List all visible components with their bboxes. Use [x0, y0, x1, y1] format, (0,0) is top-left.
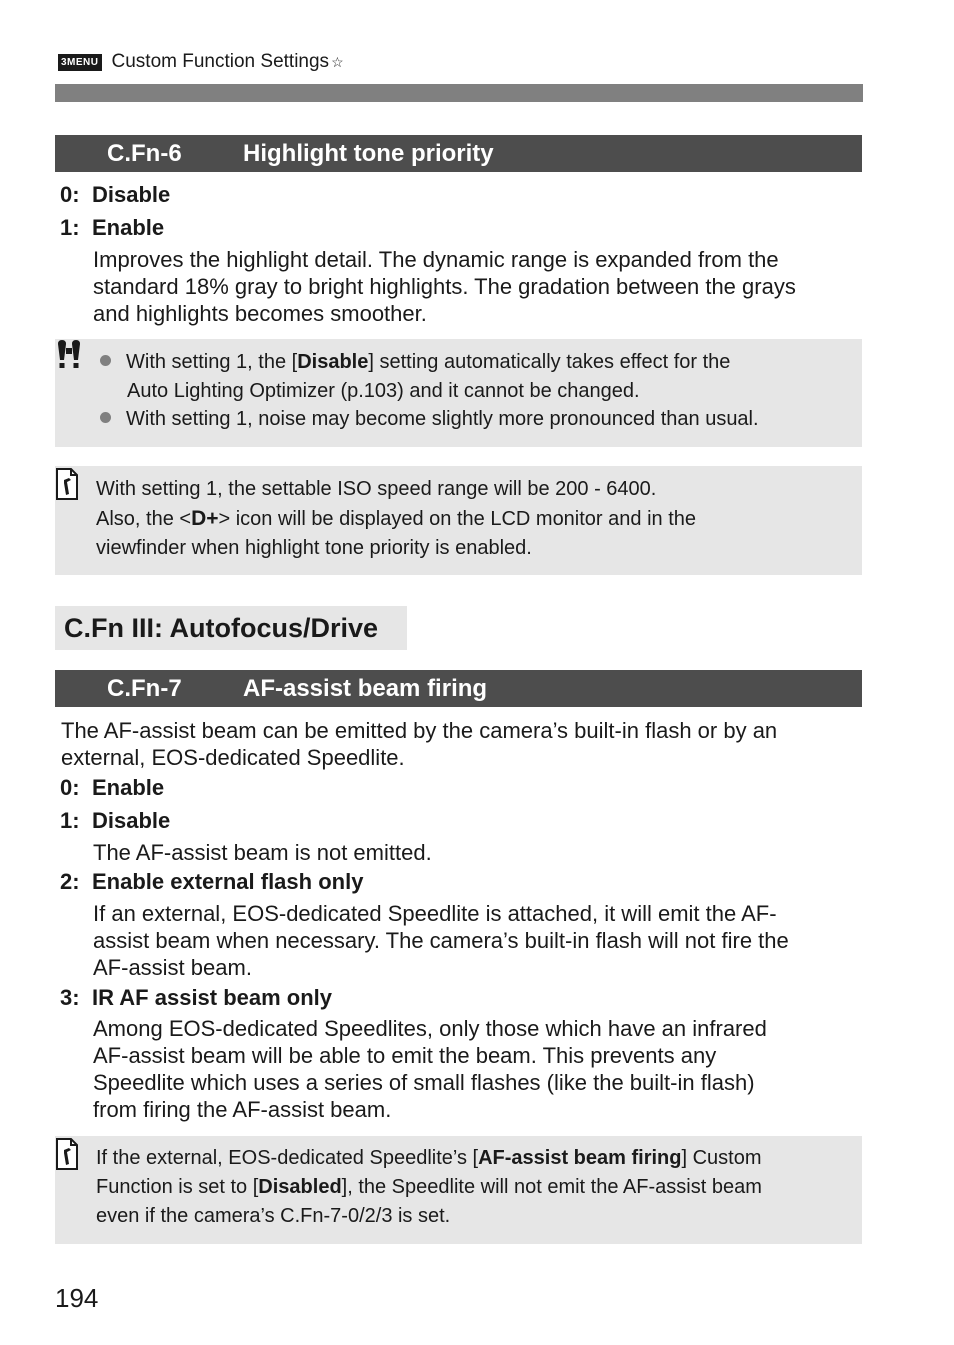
option-number: 1: — [60, 808, 80, 833]
option-number: 3: — [60, 985, 80, 1010]
note-text-segment: Also, the < — [96, 508, 192, 530]
note-text-segment: > icon will be displayed on the LCD monitor and in the — [218, 508, 696, 530]
bullet-text: With setting 1, the [ — [126, 351, 298, 373]
cfn6-option-1 — [60, 215, 164, 241]
note-text-segment: ] Custom — [681, 1147, 762, 1169]
desc-line: If an external, EOS-dedicated Speedlite is attached, it will emit the AF- — [93, 901, 777, 926]
cfn7-option-3 — [60, 985, 332, 1011]
option-label: Enable — [92, 775, 165, 800]
note-text-segment: If the external, EOS-dedicated Speedlite’s [ — [96, 1147, 479, 1169]
desc-line: AF-assist beam will be able to emit the beam. This prevents any — [93, 1043, 717, 1068]
note-text-segment: Function is set to [ — [96, 1176, 259, 1198]
d-plus-icon: D+ — [191, 507, 219, 530]
desc-line: Among EOS-dedicated Speedlites, only those which have an infrared — [93, 1016, 767, 1041]
note-line: With setting 1, the settable ISO speed range will be 200 - 6400. — [96, 478, 657, 500]
page-number: 194 — [55, 1283, 99, 1313]
note-icon — [56, 1138, 78, 1170]
section-title: C.Fn III: Autofocus/Drive — [64, 612, 379, 643]
caution-bullet-1-line2: Auto Lighting Optimizer (p.103) and it cannot be changed. — [127, 380, 640, 402]
cfn7-option-0 — [60, 775, 164, 801]
cfn7-intro — [61, 717, 861, 771]
bullet-text: With setting 1, noise may become slightly more pronounced than usual. — [126, 408, 759, 430]
desc-line: standard 18% gray to bright highlights. The gradation between the grays — [93, 274, 796, 299]
header-title: Custom Function Settings — [111, 51, 330, 72]
cfn7-option-3-desc — [93, 1015, 863, 1123]
note-bold: Disabled — [258, 1176, 342, 1198]
option-label: Disable — [92, 182, 171, 207]
star-icon: ☆ — [331, 53, 344, 70]
option-number: 2: — [60, 869, 80, 894]
desc-line: Improves the highlight detail. The dynamic range is expanded from the — [93, 247, 779, 272]
bullet-bold: Disable — [297, 351, 369, 373]
desc-line: and highlights becomes smoother. — [93, 301, 427, 326]
note-line: even if the camera’s C.Fn-7-0/2/3 is set. — [96, 1205, 451, 1227]
option-number: 0: — [60, 182, 80, 207]
option-label: Enable external flash only — [92, 869, 364, 894]
desc-line: assist beam when necessary. The camera’s built-in flash will not fire the — [93, 928, 789, 953]
option-label: IR AF assist beam only — [92, 985, 333, 1010]
option-number: 1: — [60, 215, 80, 240]
option-number: 0: — [60, 775, 80, 800]
cfn7-title: AF-assist beam firing — [243, 674, 488, 702]
desc-line: Speedlite which uses a series of small flashes (like the built-in flash) — [93, 1070, 755, 1095]
note-1-text — [96, 475, 846, 563]
note-line — [96, 1173, 846, 1202]
cfn6-title: Highlight tone priority — [243, 139, 494, 167]
header-rule — [55, 84, 863, 102]
caution-bullet-2 — [100, 405, 759, 434]
note-line: viewfinder when highlight tone priority is enabled. — [96, 537, 532, 559]
note-line — [96, 1144, 846, 1173]
note-icon — [56, 468, 78, 500]
option-label: Disable — [92, 808, 171, 833]
bullet-icon — [100, 412, 111, 423]
desc-line: from firing the AF-assist beam. — [93, 1097, 392, 1122]
section-heading — [55, 606, 407, 650]
cfn7-option-1-desc: The AF-assist beam is not emitted. — [93, 840, 432, 865]
note-2-text — [96, 1144, 846, 1231]
note-bold: AF-assist beam firing — [478, 1147, 682, 1169]
cfn6-code: C.Fn-6 — [107, 139, 182, 167]
note-text-segment: ], the Speedlite will not emit the AF-assist beam — [341, 1176, 762, 1198]
cfn6-title-bar — [55, 135, 862, 172]
note-line — [96, 504, 846, 534]
desc-line: AF-assist beam. — [93, 955, 252, 980]
option-label: Enable — [92, 215, 165, 240]
menu-icon: 3MENU — [58, 54, 102, 71]
cfn7-option-2 — [60, 869, 363, 895]
cfn6-option-0 — [60, 182, 170, 208]
cfn7-title-bar — [55, 670, 862, 707]
intro-line: external, EOS-dedicated Speedlite. — [61, 745, 405, 770]
cfn7-option-1 — [60, 808, 170, 834]
running-header — [58, 48, 344, 76]
cfn7-code: C.Fn-7 — [107, 674, 182, 702]
caution-bullet-1 — [100, 348, 730, 377]
intro-line: The AF-assist beam can be emitted by the camera’s built-in flash or by an — [61, 718, 778, 743]
caution-icon — [55, 340, 83, 370]
cfn7-option-2-desc — [93, 900, 863, 981]
bullet-text: ] setting automatically takes effect for the — [368, 351, 731, 373]
bullet-icon — [100, 355, 111, 366]
cfn6-enable-description — [93, 246, 863, 327]
